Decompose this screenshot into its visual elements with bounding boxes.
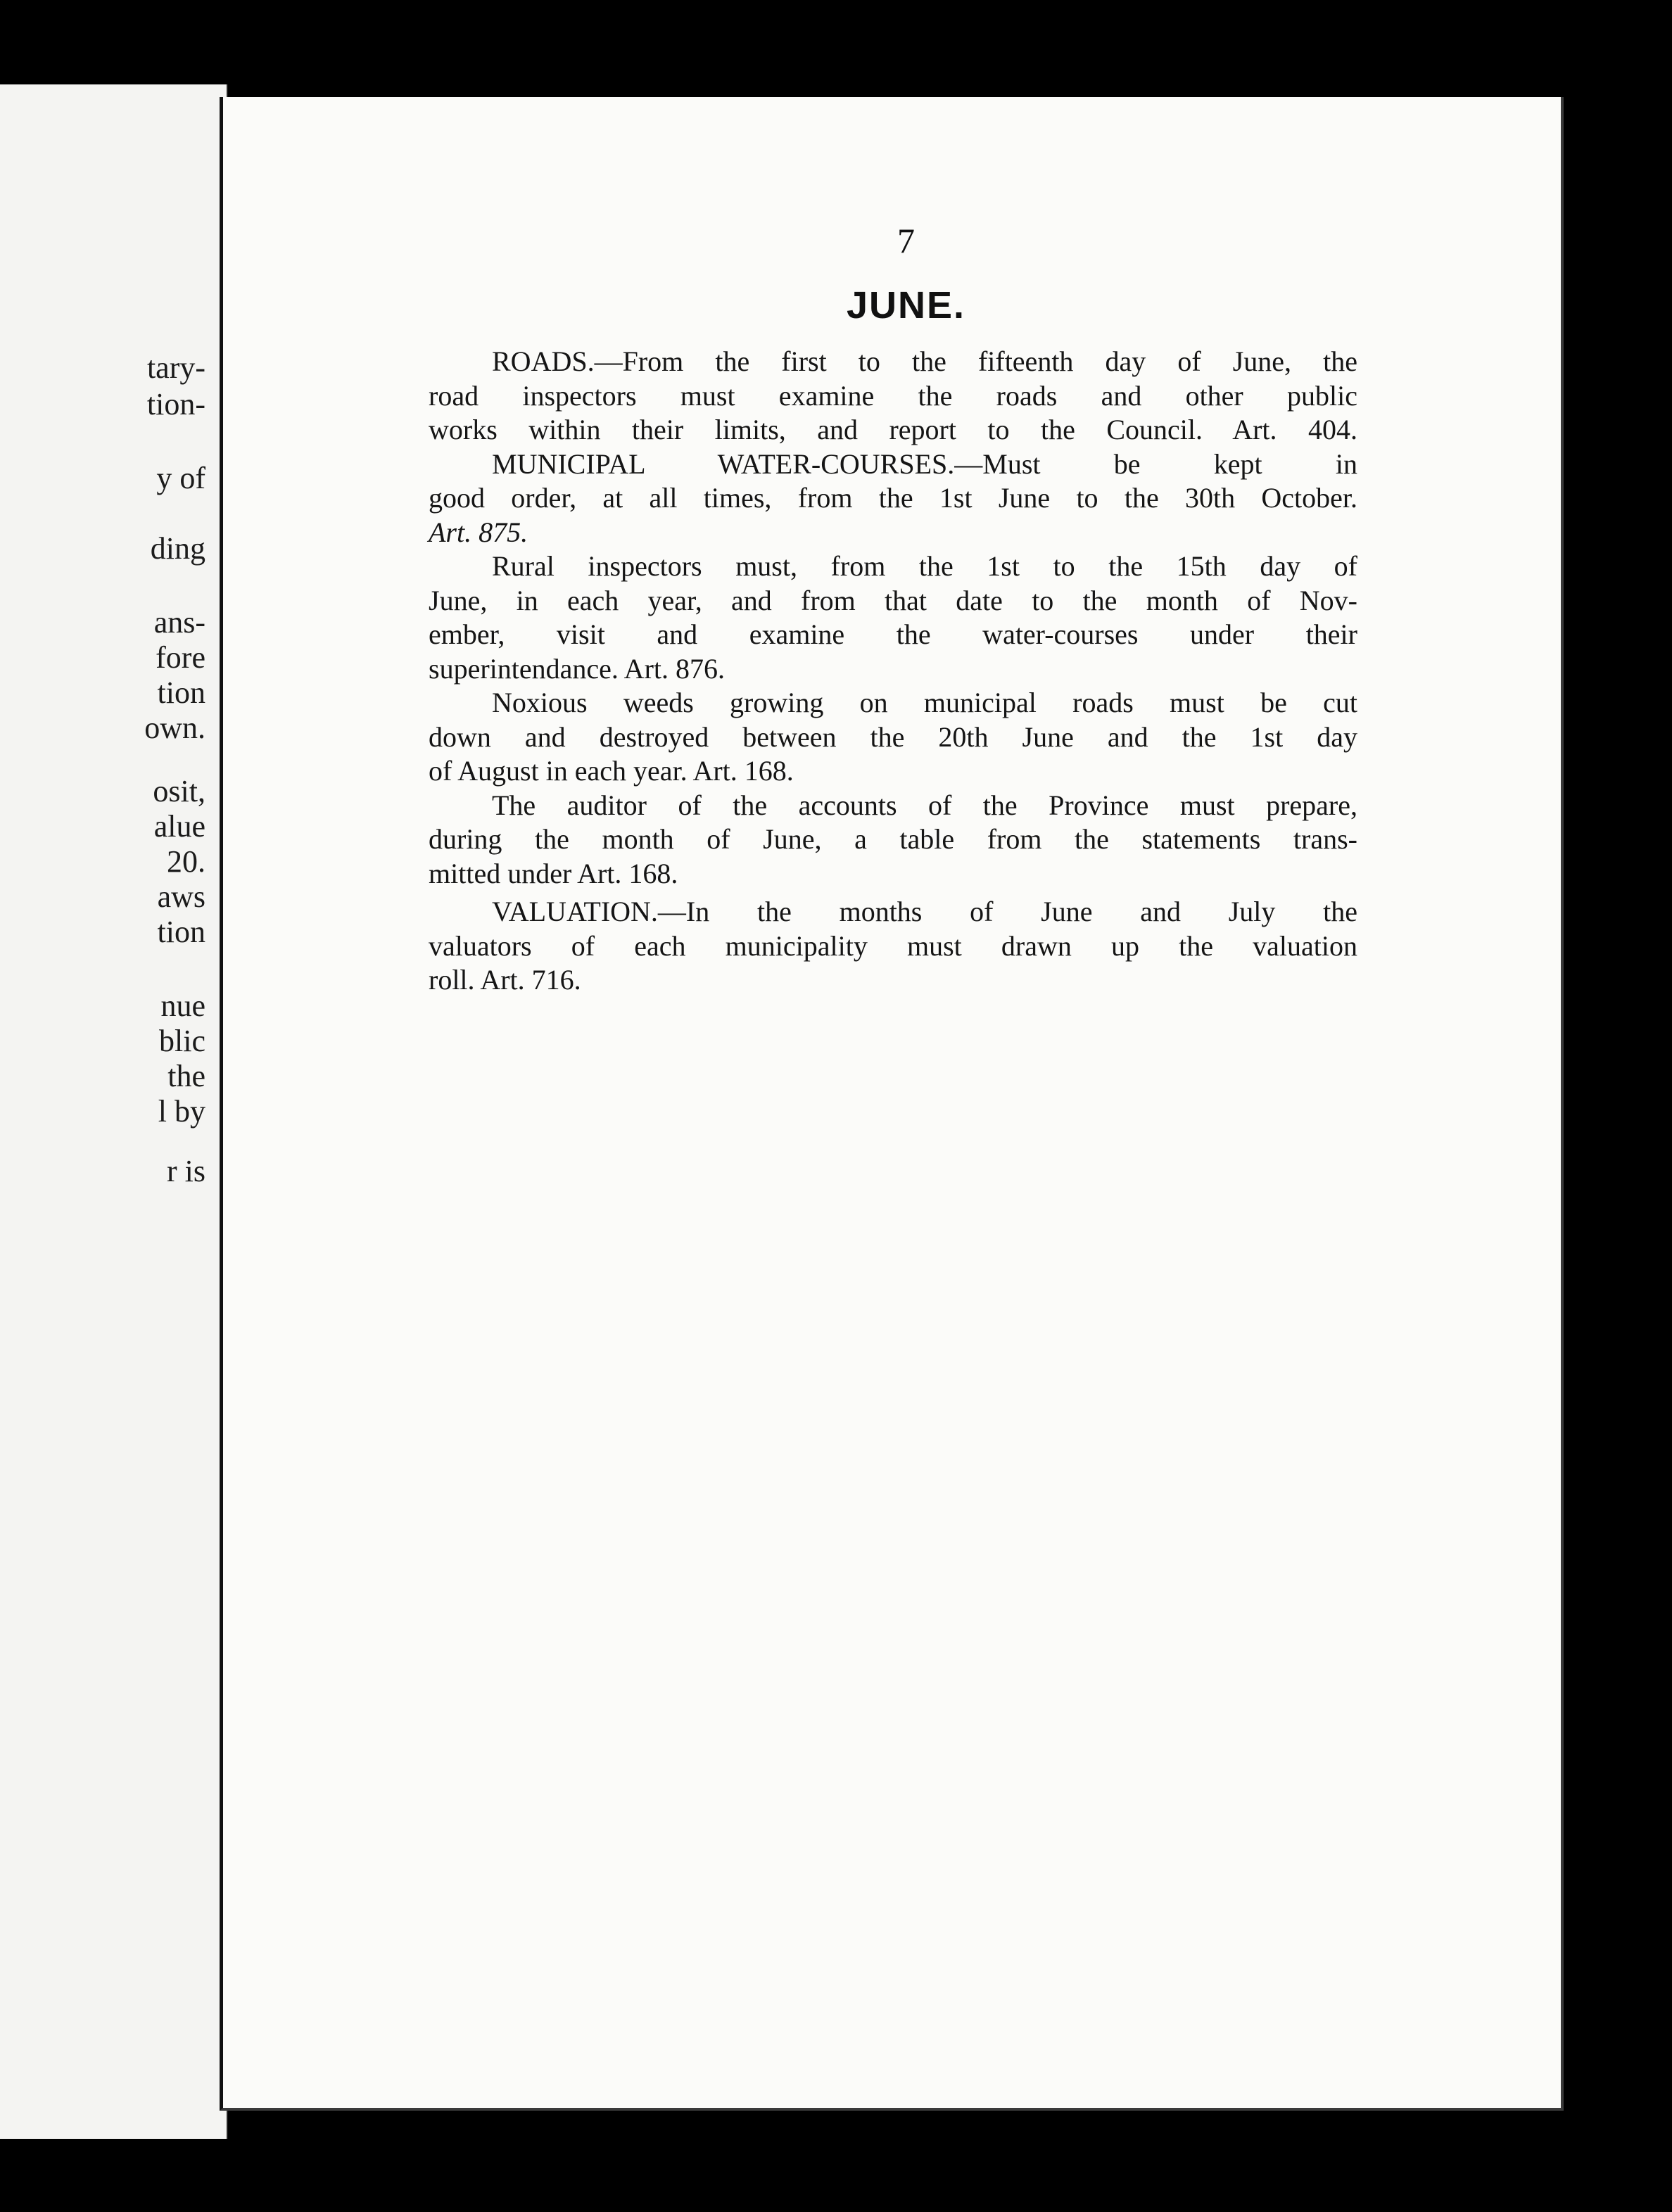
text-line: Rural inspectors must, from the 1st to the 15th day of	[492, 550, 1357, 582]
left-fragment: tion-	[146, 387, 205, 421]
text-line: MUNICIPAL WATER-COURSES.—Must be kept in	[492, 447, 1357, 480]
text-line: ember, visit and examine the water-courses under their	[429, 618, 1357, 650]
paragraph-water-courses	[429, 447, 1357, 550]
left-fragment: 20.	[167, 844, 205, 879]
left-fragment: tion	[157, 675, 205, 710]
left-fragment: r is	[167, 1154, 205, 1188]
book-page	[220, 97, 1564, 2111]
left-fragment: own.	[144, 711, 205, 745]
text-line: works within their limits, and report to the Council. Art. 404.	[429, 414, 1357, 445]
left-fragment: tary-	[146, 350, 205, 385]
paragraph-auditor	[429, 789, 1357, 891]
left-fragment: the	[167, 1059, 205, 1093]
section-title: JUNE.	[846, 284, 966, 326]
left-fragment: blic	[159, 1024, 205, 1058]
text-line: down and destroyed between the 20th June and the 1st day	[429, 720, 1357, 753]
page-number: 7	[897, 221, 915, 260]
text-line: superintendance. Art. 876.	[429, 652, 725, 685]
paragraph-valuation	[429, 895, 1357, 998]
text-line: mitted under Art. 168.	[429, 857, 678, 889]
left-fragment: tion	[157, 915, 205, 949]
left-fragment: ding	[150, 531, 205, 566]
text-line: Art. 875.	[429, 516, 528, 548]
paragraph-noxious-weeds	[429, 686, 1357, 789]
text-line: June, in each year, and from that date to the month of Nov-	[429, 584, 1357, 616]
text-line: during the month of June, a table from the statements trans-	[429, 823, 1357, 855]
page-body	[429, 345, 1357, 998]
left-fragment: aws	[157, 879, 205, 914]
text-line: of August in each year. Art. 168.	[429, 755, 794, 787]
text-line: good order, at all times, from the 1st June to the 30th October.	[429, 482, 1357, 514]
text-line: ROADS.—From the first to the fifteenth day of June, the	[492, 345, 1357, 377]
left-fragment: y of	[156, 461, 205, 495]
text-line: Noxious weeds growing on municipal roads must be cut	[492, 687, 1357, 718]
text-line: valuators of each municipality must drawn up the valuation	[429, 929, 1357, 962]
paragraph-rural-inspectors	[429, 549, 1357, 686]
paragraph-roads	[429, 345, 1357, 447]
left-fragment: osit,	[153, 774, 205, 808]
left-fragment: l by	[158, 1094, 205, 1129]
left-fragment: ans-	[153, 605, 205, 640]
left-facing-page	[0, 84, 228, 2139]
left-fragment: fore	[156, 640, 205, 675]
text-line: The auditor of the accounts of the Province must prepare,	[492, 789, 1357, 821]
text-line: road inspectors must examine the roads and other public	[429, 379, 1357, 412]
text-line: roll. Art. 716.	[429, 964, 581, 996]
left-fragment: nue	[160, 989, 205, 1023]
text-line: VALUATION.—In the months of June and July the	[492, 896, 1357, 927]
left-fragment: alue	[153, 809, 205, 844]
